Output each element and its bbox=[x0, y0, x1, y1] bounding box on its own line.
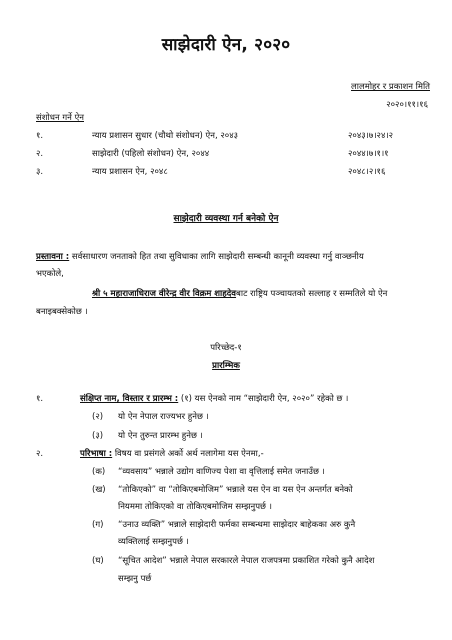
clause-text-continued: नियममा तोकिएको वा तोकिएबमोजिम सम्झनुपर्छ । bbox=[118, 502, 272, 512]
subsection-num: (३) bbox=[92, 431, 104, 441]
subsection-num: (२) bbox=[92, 412, 104, 422]
amendment-date: २०४४।७।१।१ bbox=[348, 149, 389, 159]
section-1-label: संक्षिप्त नाम, विस्तार र प्रारम्भ : bbox=[80, 394, 179, 404]
section-2-label: परिभाषा : bbox=[80, 449, 113, 459]
preamble-text: सर्वसाधारण जनताको हित तथा सुविधाका लागि साझेदारी सम्बन्धी कानूनी व्यवस्था गर्नु वाञ्छनीय bbox=[71, 252, 364, 262]
section-1-line bbox=[80, 394, 430, 405]
amendment-date: २०४८।२।१६ bbox=[348, 167, 386, 177]
preamble-enact-text: बाट राष्ट्रिय पञ्चायतको सल्लाह र सम्मतिले यो ऐन bbox=[236, 289, 388, 299]
section-1-text: (१) यस ऐनको नाम “साझेदारी ऐन, २०२०” रहेको छ । bbox=[180, 394, 349, 404]
chapter-name: प्रारम्भिक bbox=[212, 361, 240, 371]
act-heading: साझेदारी व्यवस्था गर्न बनेको ऐन bbox=[173, 214, 279, 224]
preamble-line-1 bbox=[36, 252, 428, 263]
amendment-date: २०४३।७।२४।२ bbox=[348, 131, 394, 141]
clause-num: (ग) bbox=[92, 520, 104, 530]
clause-text: “सूचित आदेश” भन्नाले नेपाल सरकारले नेपाल राजपत्रमा प्रकाशित गरेको कुनै आदेश bbox=[118, 556, 375, 566]
section-2-line bbox=[80, 449, 430, 460]
amendment-name: न्याय प्रशासन ऐन, २०४८ bbox=[92, 167, 168, 177]
stamp-header: लालमोहर र प्रकाशन मिति bbox=[351, 82, 430, 92]
amendment-name: न्याय प्रशासन सुधार (चौथो संशोधन) ऐन, २०४३ bbox=[92, 131, 239, 141]
preamble-line-2: भएकोले, bbox=[36, 269, 64, 279]
king-name: श्री ५ महाराजाधिराज वीरेन्द्र वीर विक्रम शाहदेव bbox=[92, 289, 237, 299]
clause-num: (घ) bbox=[92, 556, 104, 566]
section-2-num: २. bbox=[36, 449, 44, 459]
subsection-text: यो ऐन तुरुन्त प्रारम्भ हुनेछ । bbox=[118, 431, 203, 441]
amendment-name: साझेदारी (पहिलो संशोधन) ऐन, २०४४ bbox=[92, 149, 210, 159]
clause-text-continued: व्यक्तिलाई सम्झनुपर्छ । bbox=[118, 537, 189, 547]
stamp-date: २०२०।११।१६ bbox=[386, 100, 428, 110]
amendments-header: संशोधन गर्ने ऐन bbox=[36, 113, 84, 123]
clause-text: “उनाउ व्यक्ति” भन्नाले साझेदारी फर्मका सम्बन्धमा साझेदार बाहेकका अरु कुनै bbox=[118, 520, 356, 530]
clause-text: “तोकिएको” वा “तोकिएबमोजिम” भन्नाले यस ऐन वा यस ऐन अन्तर्गत बनेको bbox=[118, 485, 353, 495]
section-1-num: १. bbox=[36, 394, 44, 404]
chapter-number: परिच्छेद-१ bbox=[210, 343, 242, 353]
preamble-line-3 bbox=[92, 289, 428, 300]
clause-text: “व्यवसाय” भन्नाले उद्योग वाणिज्य पेशा वा वृत्तिलाई समेत जनाउँछ । bbox=[118, 467, 325, 477]
act-title: साझेदारी ऐन, २०२० bbox=[161, 35, 291, 55]
clause-num: (क) bbox=[92, 467, 106, 477]
clause-text-continued: सम्झनु पर्छ bbox=[118, 574, 152, 584]
amendment-num: २. bbox=[36, 149, 44, 159]
section-2-text: विषय वा प्रसंगले अर्को अर्थ नलागेमा यस ऐनमा,- bbox=[114, 449, 264, 459]
preamble-line-4: बनाइबक्सेकोछ । bbox=[36, 307, 88, 317]
preamble-label: प्रस्तावना : bbox=[36, 252, 70, 262]
subsection-text: यो ऐन नेपाल राज्यभर हुनेछ । bbox=[118, 412, 209, 422]
clause-num: (ख) bbox=[92, 485, 106, 495]
amendment-num: १. bbox=[36, 131, 44, 141]
amendment-num: ३. bbox=[36, 167, 44, 177]
